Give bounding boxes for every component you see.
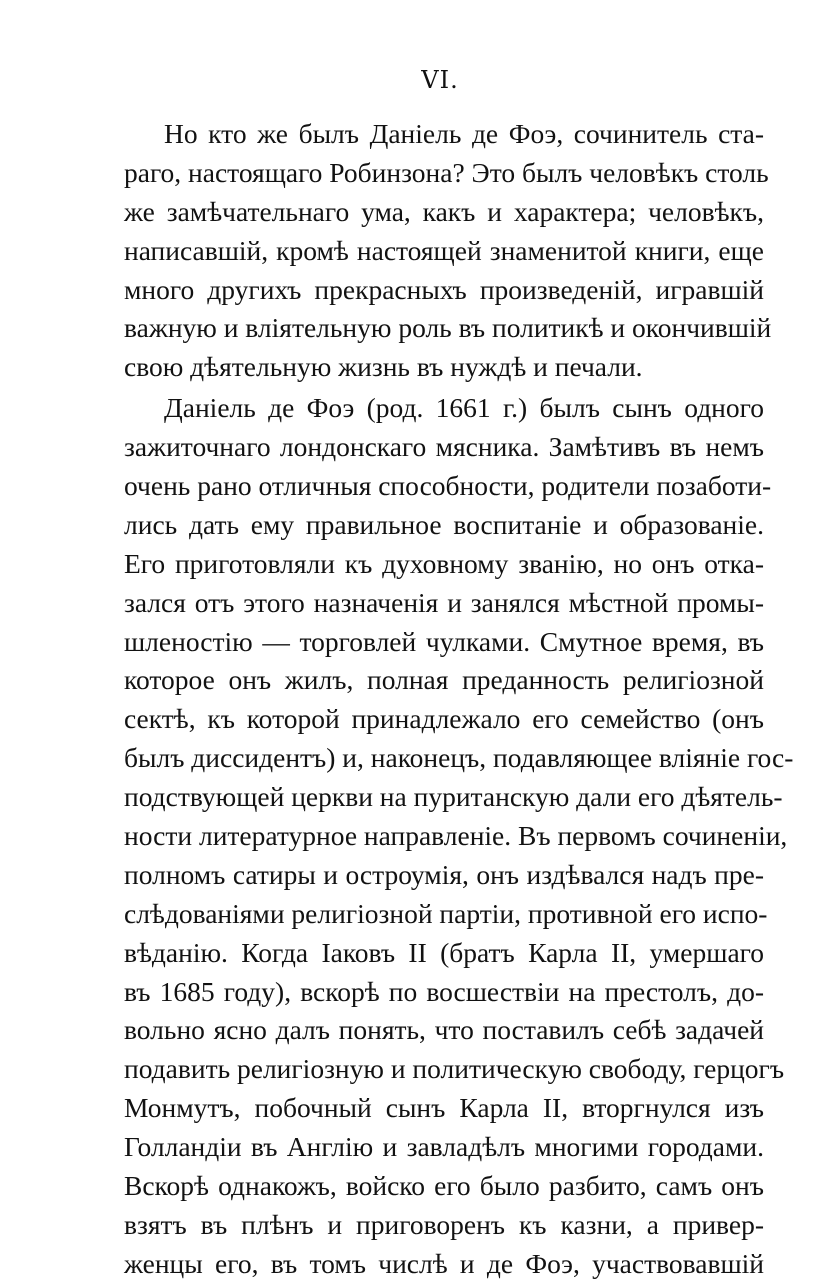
text-line: Вскорѣ однакожъ, войско его было разбито, самъ онъ [124, 1170, 764, 1202]
text-line: шленостію — торговлей чулками. Смутное время, въ [124, 625, 764, 657]
text-line: лись дать ему правильное воспитаніе и образованіе. [124, 508, 764, 540]
paragraph-2 [124, 389, 794, 1283]
text-line: подствующей церкви на пуританскую дали его дѣятель- [124, 781, 783, 813]
text-line: слѣдованіями религіозной партіи, противной его испо- [124, 897, 768, 929]
text-line: женцы его, въ томъ числѣ и де Фоэ, участвовавшій [124, 1247, 764, 1279]
text-line: написавшій, кромѣ настоящей знаменитой книги, еще [124, 234, 764, 266]
text-line: же замѣчательнаго ума, какъ и характера; человѣкъ, [124, 195, 764, 227]
text-line: свою дѣятельную жизнь въ нуждѣ и печали. [124, 351, 643, 383]
text-line: раго, настоящаго Робинзона? Это былъ человѣкъ столь [124, 156, 769, 188]
text-line: важную и вліятельную роль въ политикѣ и окончившій [124, 312, 772, 344]
text-line: Монмутъ, побочный сынъ Карла II, вторгнулся изъ [124, 1092, 764, 1124]
text-line: Но кто же былъ Даніель де Фоэ, сочинитель ста- [164, 118, 764, 149]
text-line: полномъ сатиры и остроумія, онъ издѣвался надъ пре- [124, 858, 764, 890]
text-line: зажиточнаго лондонскаго мясника. Замѣтивъ въ немъ [124, 431, 764, 463]
text-line: очень рано отличныя способности, родители позаботи- [124, 470, 772, 502]
text-line: въ 1685 году), вскорѣ по восшествіи на престолъ, до- [124, 975, 764, 1007]
text-line: зался отъ этого назначенія и занялся мѣстной промы- [124, 586, 764, 618]
text-line: Голландіи въ Англію и завладѣлъ многими городами. [124, 1131, 764, 1163]
text-line: былъ диссидентъ) и, наконецъ, подавляющее вліяніе гос- [124, 742, 794, 774]
text-line: вѣданію. Когда Іаковъ II (братъ Карла II, умершаго [124, 936, 764, 968]
page-number: VI. [421, 66, 459, 94]
text-line: Даніель де Фоэ (род. 1661 г.) былъ сынъ одного [164, 392, 764, 424]
text-line: Его приготовляли къ духовному званію, но онъ отка- [124, 547, 764, 579]
text-line: подавить религіозную и политическую свободу, герцогъ [124, 1053, 785, 1085]
text-line: которое онъ жилъ, полная преданность религіозной [124, 664, 764, 696]
body-text [124, 115, 794, 1284]
paragraph-1 [124, 115, 772, 387]
text-line: много другихъ прекрасныхъ произведеній, игравшій [124, 273, 764, 305]
text-line: взятъ въ плѣнъ и приговоренъ къ казни, а привер- [124, 1208, 764, 1240]
text-line: вольно ясно далъ понять, что поставилъ себѣ задачей [124, 1014, 764, 1046]
text-line: сектѣ, къ которой принадлежало его семейство (онъ [124, 703, 764, 735]
text-line: ности литературное направленіе. Въ первомъ сочиненіи, [124, 820, 788, 852]
